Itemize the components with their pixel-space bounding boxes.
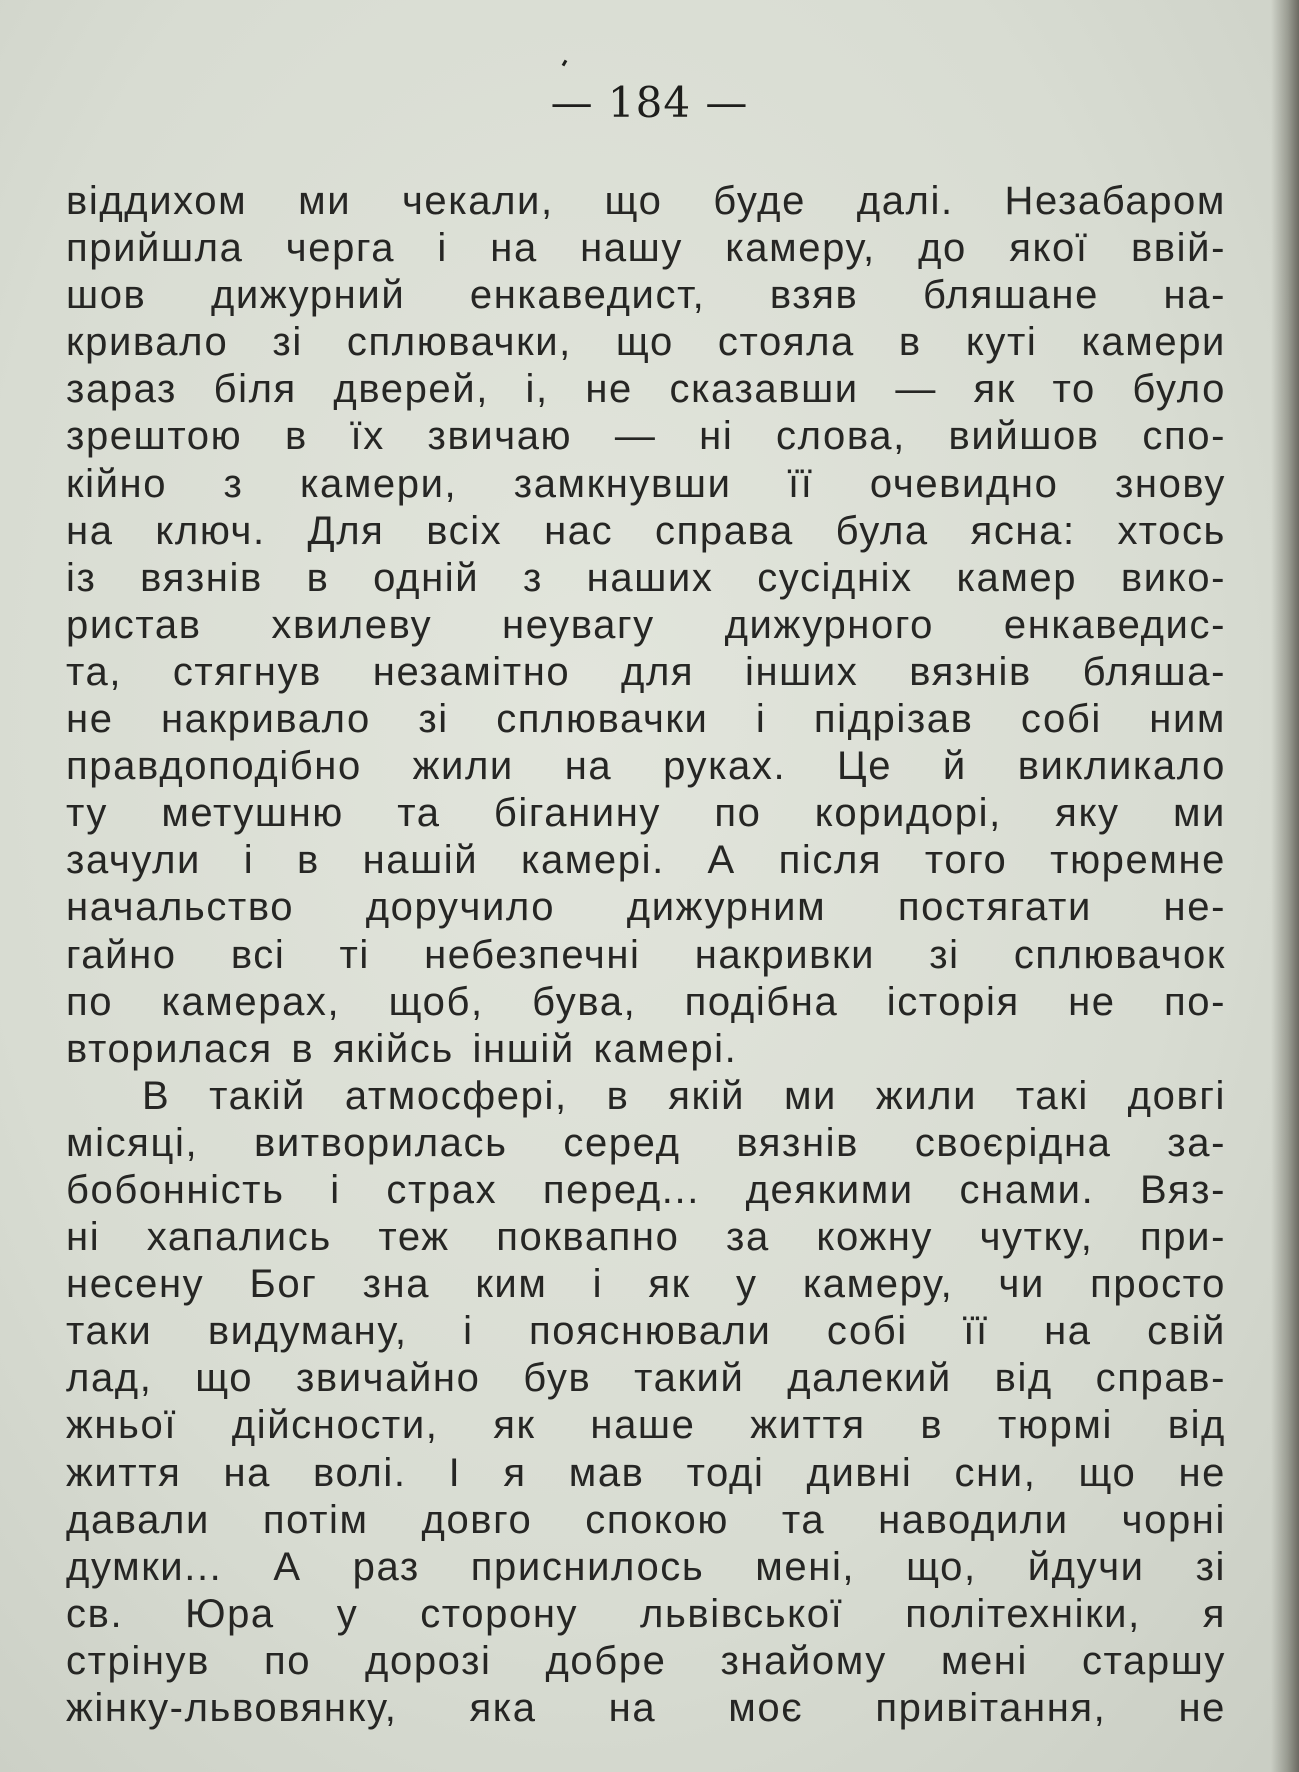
text-line: ристав хвилеву неувагу дижурного енкаведис- (66, 602, 1226, 647)
page-number: — 184 — (550, 78, 749, 127)
paragraph (66, 1073, 1226, 1732)
text-line: на ключ. Для всіх нас справа була ясна: хтось (66, 508, 1226, 553)
text-line: таки видуману, і пояснювали собі її на свій (66, 1309, 1226, 1354)
text-line: та, стягнув незамітно для інших вязнів бляша- (66, 649, 1226, 694)
text-line: зачули і в нашій камері. А після того тюремне (66, 838, 1226, 883)
text-line: гайно всі ті небезпечні накривки зі сплювачок (66, 932, 1226, 977)
text-line: прийшла черга і на нашу камеру, до якої ввій- (66, 226, 1226, 271)
print-speck (562, 60, 568, 67)
text-line: думки... А раз приснилось мені, що, йдучи зі (66, 1544, 1226, 1589)
text-line: ні хапались теж поквапно за кожну чутку, при- (66, 1215, 1226, 1260)
body-text (66, 178, 1226, 1732)
text-line: начальство доручило дижурним постягати не- (66, 885, 1226, 930)
text-line: по камерах, щоб, бува, подібна історія не по- (66, 979, 1226, 1024)
text-line: вторилася в якійсь іншій камері. (66, 1026, 738, 1071)
text-line: зрештою в їх звичаю — ні слова, вийшов спо- (66, 414, 1226, 459)
text-line: життя на волі. І я мав тоді дивні сни, що не (66, 1450, 1226, 1495)
page-edge-shadow (1271, 0, 1299, 1772)
text-line: несену Бог зна ким і як у камеру, чи просто (66, 1262, 1226, 1307)
text-line: лад, що звичайно був такий далекий від справ- (66, 1356, 1226, 1401)
text-line: жньої дійсности, як наше життя в тюрмі від (66, 1403, 1226, 1448)
text-line: місяці, витворилась серед вязнів своєрідна за- (66, 1120, 1226, 1165)
text-line: В такій атмосфері, в якій ми жили такі довгі (142, 1073, 1226, 1118)
text-line: жінку-львовянку, яка на моє привітання, не (66, 1686, 1226, 1730)
text-line: шов дижурний енкаведист, взяв бляшане на- (66, 273, 1226, 318)
text-line: кривало зі сплювачки, що стояла в куті камери (66, 320, 1226, 365)
text-line: бобонність і страх перед... деякими снами. Вяз- (66, 1167, 1226, 1212)
text-line: не накривало зі сплювачки і підрізав собі ним (66, 697, 1226, 742)
text-line: віддихом ми чекали, що буде далі. Незабаром (66, 179, 1226, 223)
text-line: кійно з камери, замкнувши її очевидно знову (66, 461, 1226, 506)
text-line: давали потім довго спокою та наводили чорні (66, 1497, 1226, 1542)
text-line: із вязнів в одній з наших сусідніх камер вико- (66, 555, 1226, 600)
text-line: св. Юра у сторону львівської політехніки, я (66, 1591, 1226, 1636)
text-line: правдоподібно жили на руках. Це й викликало (66, 744, 1226, 789)
text-line: ту метушню та біганину по коридорі, яку ми (66, 791, 1226, 836)
paragraph (66, 178, 1226, 1073)
text-line: зараз біля дверей, і, не сказавши — як то було (66, 367, 1226, 412)
text-line: стрінув по дорозі добре знайому мені старшу (66, 1638, 1226, 1683)
